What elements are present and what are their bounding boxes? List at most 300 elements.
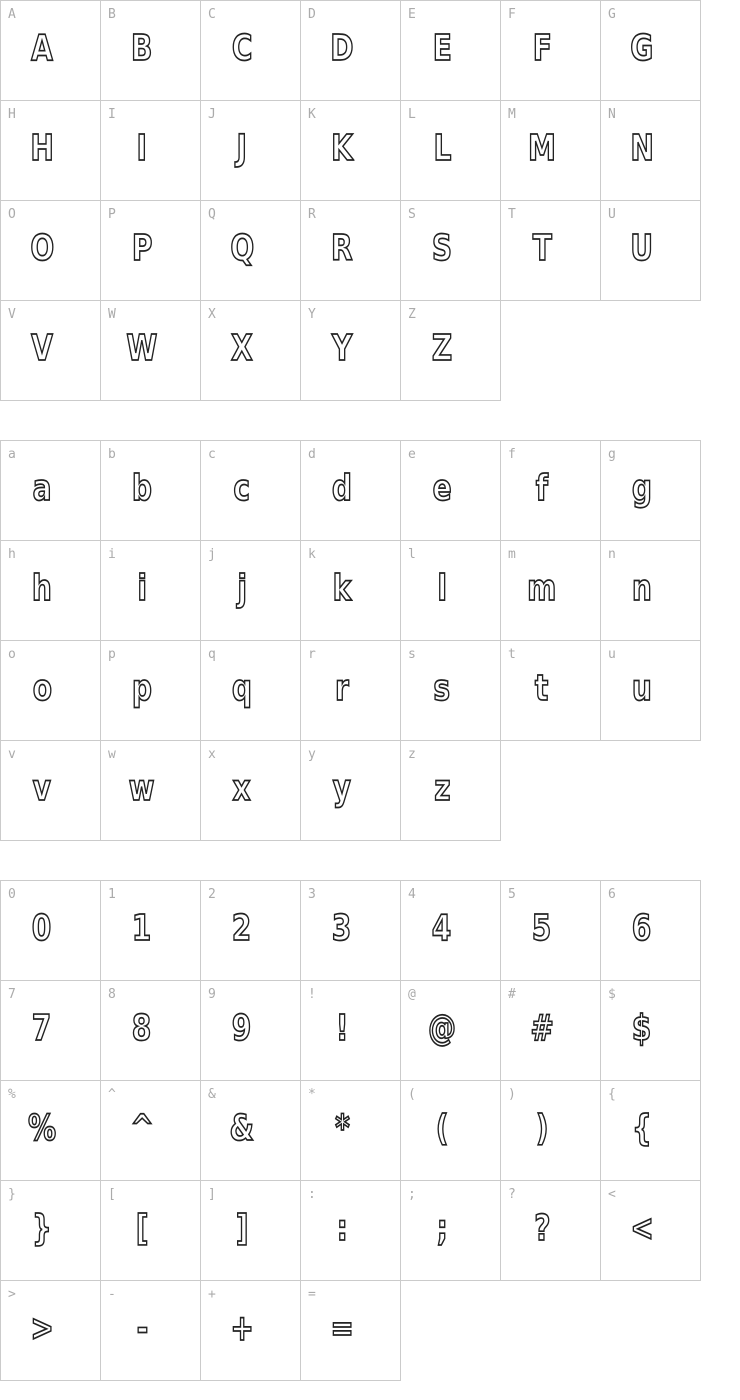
cell-label: g	[608, 447, 616, 462]
cell-label: P	[108, 207, 116, 222]
cell-label: h	[8, 547, 16, 562]
glyph-cell	[300, 100, 401, 201]
glyph-cell	[300, 740, 401, 841]
cell-label: :	[308, 1187, 316, 1202]
glyph-preview: M	[528, 128, 556, 169]
glyph-cell	[100, 740, 201, 841]
glyph-box	[1, 645, 83, 733]
glyph-box	[601, 445, 683, 533]
glyph-box	[1, 885, 83, 973]
cell-label: (	[408, 1087, 416, 1102]
cell-label: ]	[208, 1187, 216, 1202]
glyph-box	[501, 1085, 583, 1173]
glyph-cell	[300, 540, 401, 641]
glyph-preview: Z	[431, 328, 453, 369]
glyph-box	[301, 985, 383, 1073]
glyph-cell	[0, 1080, 101, 1181]
glyph-cell	[100, 980, 201, 1081]
glyph-box	[501, 645, 583, 733]
cell-label: N	[608, 107, 616, 122]
glyph-cell	[300, 300, 401, 401]
glyph-cell	[500, 100, 601, 201]
cell-label: m	[508, 547, 516, 562]
cell-label: l	[408, 547, 416, 562]
glyph-preview: 1	[132, 908, 152, 949]
glyph-preview: @	[427, 1008, 457, 1049]
glyph-box	[301, 205, 383, 293]
glyph-box	[301, 445, 383, 533]
glyph-preview: P	[131, 228, 153, 269]
glyph-preview: V	[31, 328, 53, 369]
glyph-box	[601, 885, 683, 973]
cell-label: S	[408, 207, 416, 222]
glyph-preview: t	[535, 668, 549, 709]
cell-label: <	[608, 1187, 616, 1202]
glyph-box	[1, 545, 83, 633]
glyph-preview: !	[335, 1008, 349, 1049]
glyph-preview: 8	[132, 1008, 152, 1049]
glyph-box	[401, 985, 483, 1073]
glyph-cell	[200, 440, 301, 541]
glyph-box	[301, 645, 383, 733]
cell-label: Q	[208, 207, 216, 222]
cell-label: k	[308, 547, 316, 562]
glyph-preview: (	[435, 1108, 449, 1149]
glyph-cell	[0, 1180, 101, 1281]
glyph-preview: {	[631, 1108, 652, 1149]
cell-label: 8	[108, 987, 116, 1002]
glyph-cell	[600, 880, 701, 981]
glyph-box	[601, 1085, 683, 1173]
glyph-box	[1, 985, 83, 1073]
cell-label: 7	[8, 987, 16, 1002]
cell-label: y	[308, 747, 316, 762]
glyph-cell	[300, 1180, 401, 1281]
glyph-box	[501, 205, 583, 293]
glyph-cell	[200, 1280, 301, 1381]
glyph-preview: L	[433, 128, 451, 169]
glyph-box	[101, 105, 183, 193]
glyph-cell	[600, 540, 701, 641]
cell-label: D	[308, 7, 316, 22]
glyph-preview: e	[432, 468, 452, 509]
glyph-cell	[0, 440, 101, 541]
glyph-cell	[0, 880, 101, 981]
glyph-box	[1, 305, 83, 393]
glyph-preview: h	[31, 568, 52, 609]
cell-label: 6	[608, 887, 616, 902]
glyph-box	[601, 545, 683, 633]
glyph-cell	[400, 880, 501, 981]
glyph-cell	[100, 1080, 201, 1181]
cell-label: 0	[8, 887, 16, 902]
glyph-preview: Y	[331, 328, 353, 369]
glyph-box	[1, 1085, 83, 1173]
cell-label: ^	[108, 1087, 116, 1102]
cell-label: u	[608, 647, 616, 662]
glyph-box	[301, 885, 383, 973]
glyph-preview: H	[30, 128, 54, 169]
glyph-preview: o	[32, 668, 52, 709]
glyph-preview: >	[30, 1308, 54, 1349]
glyph-preview: 0	[32, 908, 52, 949]
glyph-cell	[400, 540, 501, 641]
glyph-box	[101, 445, 183, 533]
glyph-cell	[600, 1080, 701, 1181]
glyph-preview: R	[331, 228, 353, 269]
glyph-preview: 5	[532, 908, 552, 949]
cell-label: &	[208, 1087, 216, 1102]
cell-label: *	[308, 1087, 316, 1102]
glyph-box	[301, 105, 383, 193]
glyph-preview: u	[631, 668, 652, 709]
glyph-box	[301, 745, 383, 833]
glyph-preview: i	[137, 568, 147, 609]
glyph-box	[301, 545, 383, 633]
glyph-preview: K	[331, 128, 353, 169]
glyph-cell	[300, 0, 401, 101]
cell-label: z	[408, 747, 416, 762]
glyph-preview: s	[433, 668, 451, 709]
glyph-cell	[400, 1180, 501, 1281]
glyph-box	[401, 5, 483, 93]
glyph-cell	[100, 640, 201, 741]
glyph-preview: &	[229, 1108, 255, 1149]
glyph-cell	[500, 0, 601, 101]
glyph-cell	[100, 100, 201, 201]
cell-label: 1	[108, 887, 116, 902]
glyph-box	[501, 5, 583, 93]
glyph-cell	[300, 1080, 401, 1181]
glyph-cell	[400, 100, 501, 201]
glyph-cell	[200, 740, 301, 841]
cell-label: 3	[308, 887, 316, 902]
glyph-box	[401, 745, 483, 833]
cell-label: F	[508, 7, 516, 22]
glyph-cell	[500, 1180, 601, 1281]
cell-label: C	[208, 7, 216, 22]
glyph-cell	[500, 440, 601, 541]
glyph-box	[101, 5, 183, 93]
glyph-box	[301, 1285, 383, 1373]
glyph-cell	[500, 880, 601, 981]
glyph-preview: f	[535, 468, 549, 509]
glyph-cell	[100, 0, 201, 101]
glyph-preview: U	[630, 228, 654, 269]
glyph-box	[1, 1185, 83, 1273]
glyph-preview: n	[631, 568, 652, 609]
glyph-preview: 6	[632, 908, 652, 949]
glyph-preview: I	[136, 128, 148, 169]
glyph-box	[1, 205, 83, 293]
glyph-preview: )	[535, 1108, 549, 1149]
glyph-cell	[0, 100, 101, 201]
glyph-cell	[0, 740, 101, 841]
cell-label: K	[308, 107, 316, 122]
glyph-box	[1, 445, 83, 533]
glyph-box	[601, 645, 683, 733]
glyph-preview: j	[237, 568, 247, 609]
cell-label: T	[508, 207, 516, 222]
glyph-preview: z	[433, 768, 451, 809]
glyph-cell	[0, 1280, 101, 1381]
cell-label: E	[408, 7, 416, 22]
glyph-cell	[200, 300, 301, 401]
glyph-preview: $	[632, 1008, 652, 1049]
glyph-box	[101, 305, 183, 393]
glyph-preview: d	[331, 468, 353, 509]
cell-label: X	[208, 307, 216, 322]
glyph-preview: F	[532, 28, 552, 69]
glyph-preview: O	[30, 228, 54, 269]
glyph-cell	[200, 880, 301, 981]
glyph-box	[401, 305, 483, 393]
glyph-preview: w	[129, 768, 155, 809]
glyph-box	[401, 1085, 483, 1173]
cell-label: q	[208, 647, 216, 662]
glyph-box	[401, 885, 483, 973]
glyph-box	[501, 445, 583, 533]
glyph-cell	[0, 540, 101, 641]
glyph-cell	[500, 1080, 601, 1181]
glyph-cell	[400, 980, 501, 1081]
glyph-box	[501, 885, 583, 973]
cell-label: A	[8, 7, 16, 22]
glyph-box	[401, 205, 483, 293]
glyph-cell	[200, 980, 301, 1081]
glyph-box	[1, 105, 83, 193]
glyph-preview: ?	[533, 1208, 551, 1249]
glyph-cell	[500, 640, 601, 741]
cell-label: 4	[408, 887, 416, 902]
cell-label: -	[108, 1287, 116, 1302]
glyph-box	[201, 105, 283, 193]
glyph-preview: J	[236, 128, 248, 169]
glyph-preview: =	[330, 1308, 354, 1349]
cell-label: r	[308, 647, 316, 662]
glyph-preview: ^	[130, 1108, 154, 1149]
glyph-box	[101, 745, 183, 833]
cell-label: $	[608, 987, 616, 1002]
glyph-cell	[600, 200, 701, 301]
cell-label: }	[8, 1187, 16, 1202]
glyph-cell	[300, 980, 401, 1081]
glyph-cell	[400, 640, 501, 741]
glyph-preview: q	[231, 668, 253, 709]
cell-label: c	[208, 447, 216, 462]
glyph-preview: x	[232, 768, 252, 809]
glyph-box	[401, 105, 483, 193]
cell-label: o	[8, 647, 16, 662]
glyph-preview: r	[335, 668, 349, 709]
glyph-preview: 2	[232, 908, 252, 949]
glyph-box	[501, 105, 583, 193]
glyph-box	[201, 1085, 283, 1173]
cell-label: a	[8, 447, 16, 462]
cell-label: V	[8, 307, 16, 322]
cell-label: B	[108, 7, 116, 22]
glyph-preview: y	[332, 768, 352, 809]
glyph-cell	[0, 640, 101, 741]
glyph-preview: 9	[232, 1008, 252, 1049]
cell-label: O	[8, 207, 16, 222]
glyph-box	[601, 985, 683, 1073]
glyph-box	[201, 645, 283, 733]
glyph-cell	[600, 640, 701, 741]
cell-label: L	[408, 107, 416, 122]
glyph-preview: #	[530, 1008, 554, 1049]
cell-label: t	[508, 647, 516, 662]
glyph-box	[101, 205, 183, 293]
glyph-cell	[200, 200, 301, 301]
glyph-box	[301, 1085, 383, 1173]
cell-label: j	[208, 547, 216, 562]
glyph-cell	[600, 1180, 701, 1281]
cell-label: R	[308, 207, 316, 222]
glyph-cell	[500, 200, 601, 301]
cell-label: !	[308, 987, 316, 1002]
glyph-preview: A	[31, 28, 53, 69]
glyph-box	[601, 105, 683, 193]
cell-label: @	[408, 987, 416, 1002]
glyph-box	[101, 1185, 183, 1273]
glyph-preview: v	[32, 768, 52, 809]
glyph-box	[101, 885, 183, 973]
glyph-cell	[100, 1180, 201, 1281]
glyph-box	[401, 1185, 483, 1273]
glyph-cell	[300, 880, 401, 981]
glyph-cell	[300, 640, 401, 741]
cell-label: s	[408, 647, 416, 662]
glyph-box	[201, 885, 283, 973]
glyph-box	[201, 445, 283, 533]
glyph-cell	[600, 980, 701, 1081]
glyph-cell	[200, 100, 301, 201]
glyph-cell	[400, 1080, 501, 1181]
glyph-preview: <	[630, 1208, 654, 1249]
cell-label: I	[108, 107, 116, 122]
glyph-box	[601, 1185, 683, 1273]
cell-label: #	[508, 987, 516, 1002]
cell-label: )	[508, 1087, 516, 1102]
cell-label: M	[508, 107, 516, 122]
glyph-box	[601, 5, 683, 93]
glyph-box	[301, 1185, 383, 1273]
glyph-box	[201, 545, 283, 633]
glyph-box	[101, 645, 183, 733]
glyph-box	[301, 5, 383, 93]
glyph-cell	[400, 440, 501, 541]
glyph-cell	[300, 440, 401, 541]
glyph-preview: b	[131, 468, 153, 509]
glyph-cell	[500, 540, 601, 641]
cell-label: %	[8, 1087, 16, 1102]
glyph-cell	[0, 300, 101, 401]
glyph-cell	[200, 640, 301, 741]
glyph-cell	[400, 0, 501, 101]
glyph-cell	[600, 440, 701, 541]
glyph-cell	[100, 880, 201, 981]
glyph-cell	[100, 540, 201, 641]
glyph-box	[501, 1185, 583, 1273]
cell-label: n	[608, 547, 616, 562]
cell-label: ;	[408, 1187, 416, 1202]
glyph-preview: :	[336, 1208, 348, 1249]
glyph-preview: g	[631, 468, 653, 509]
glyph-preview: D	[330, 28, 354, 69]
glyph-box	[401, 445, 483, 533]
glyph-cell	[0, 980, 101, 1081]
glyph-box	[201, 305, 283, 393]
glyph-cell	[600, 0, 701, 101]
glyph-preview: ;	[436, 1208, 448, 1249]
glyph-preview: k	[332, 568, 352, 609]
glyph-preview: +	[230, 1308, 254, 1349]
glyph-box	[401, 645, 483, 733]
glyph-preview: 4	[432, 908, 452, 949]
cell-label: 5	[508, 887, 516, 902]
cell-label: 9	[208, 987, 216, 1002]
glyph-preview: W	[126, 328, 158, 369]
glyph-cell	[0, 0, 101, 101]
glyph-preview: S	[431, 228, 453, 269]
glyph-box	[101, 545, 183, 633]
cell-label: H	[8, 107, 16, 122]
glyph-cell	[100, 300, 201, 401]
glyph-cell	[300, 200, 401, 301]
cell-label: Y	[308, 307, 316, 322]
cell-label: 2	[208, 887, 216, 902]
glyph-cell	[400, 200, 501, 301]
glyph-preview: 3	[332, 908, 352, 949]
glyph-cell	[400, 300, 501, 401]
glyph-cell	[600, 100, 701, 201]
glyph-box	[201, 1185, 283, 1273]
glyph-cell	[0, 200, 101, 301]
glyph-cell	[100, 440, 201, 541]
glyph-preview: C	[231, 28, 253, 69]
glyph-preview: 7	[32, 1008, 52, 1049]
glyph-box	[1, 1285, 83, 1373]
glyph-preview: *	[334, 1108, 350, 1149]
glyph-preview: l	[437, 568, 447, 609]
glyph-cell	[500, 980, 601, 1081]
cell-label: d	[308, 447, 316, 462]
cell-label: w	[108, 747, 116, 762]
glyph-box	[401, 545, 483, 633]
glyph-cell	[300, 1280, 401, 1381]
glyph-cell	[200, 1080, 301, 1181]
cell-label: v	[8, 747, 16, 762]
cell-label: G	[608, 7, 616, 22]
cell-label: [	[108, 1187, 116, 1202]
cell-label: ?	[508, 1187, 516, 1202]
cell-label: >	[8, 1287, 16, 1302]
glyph-box	[101, 985, 183, 1073]
glyph-preview: [	[135, 1208, 149, 1249]
cell-label: U	[608, 207, 616, 222]
glyph-preview: ]	[235, 1208, 249, 1249]
glyph-box	[1, 5, 83, 93]
cell-label: =	[308, 1287, 316, 1302]
glyph-preview: -	[136, 1308, 148, 1349]
glyph-box	[301, 305, 383, 393]
glyph-preview: m	[527, 568, 557, 609]
glyph-cell	[200, 540, 301, 641]
glyph-preview: Q	[230, 228, 254, 269]
cell-label: b	[108, 447, 116, 462]
glyph-preview: c	[233, 468, 251, 509]
